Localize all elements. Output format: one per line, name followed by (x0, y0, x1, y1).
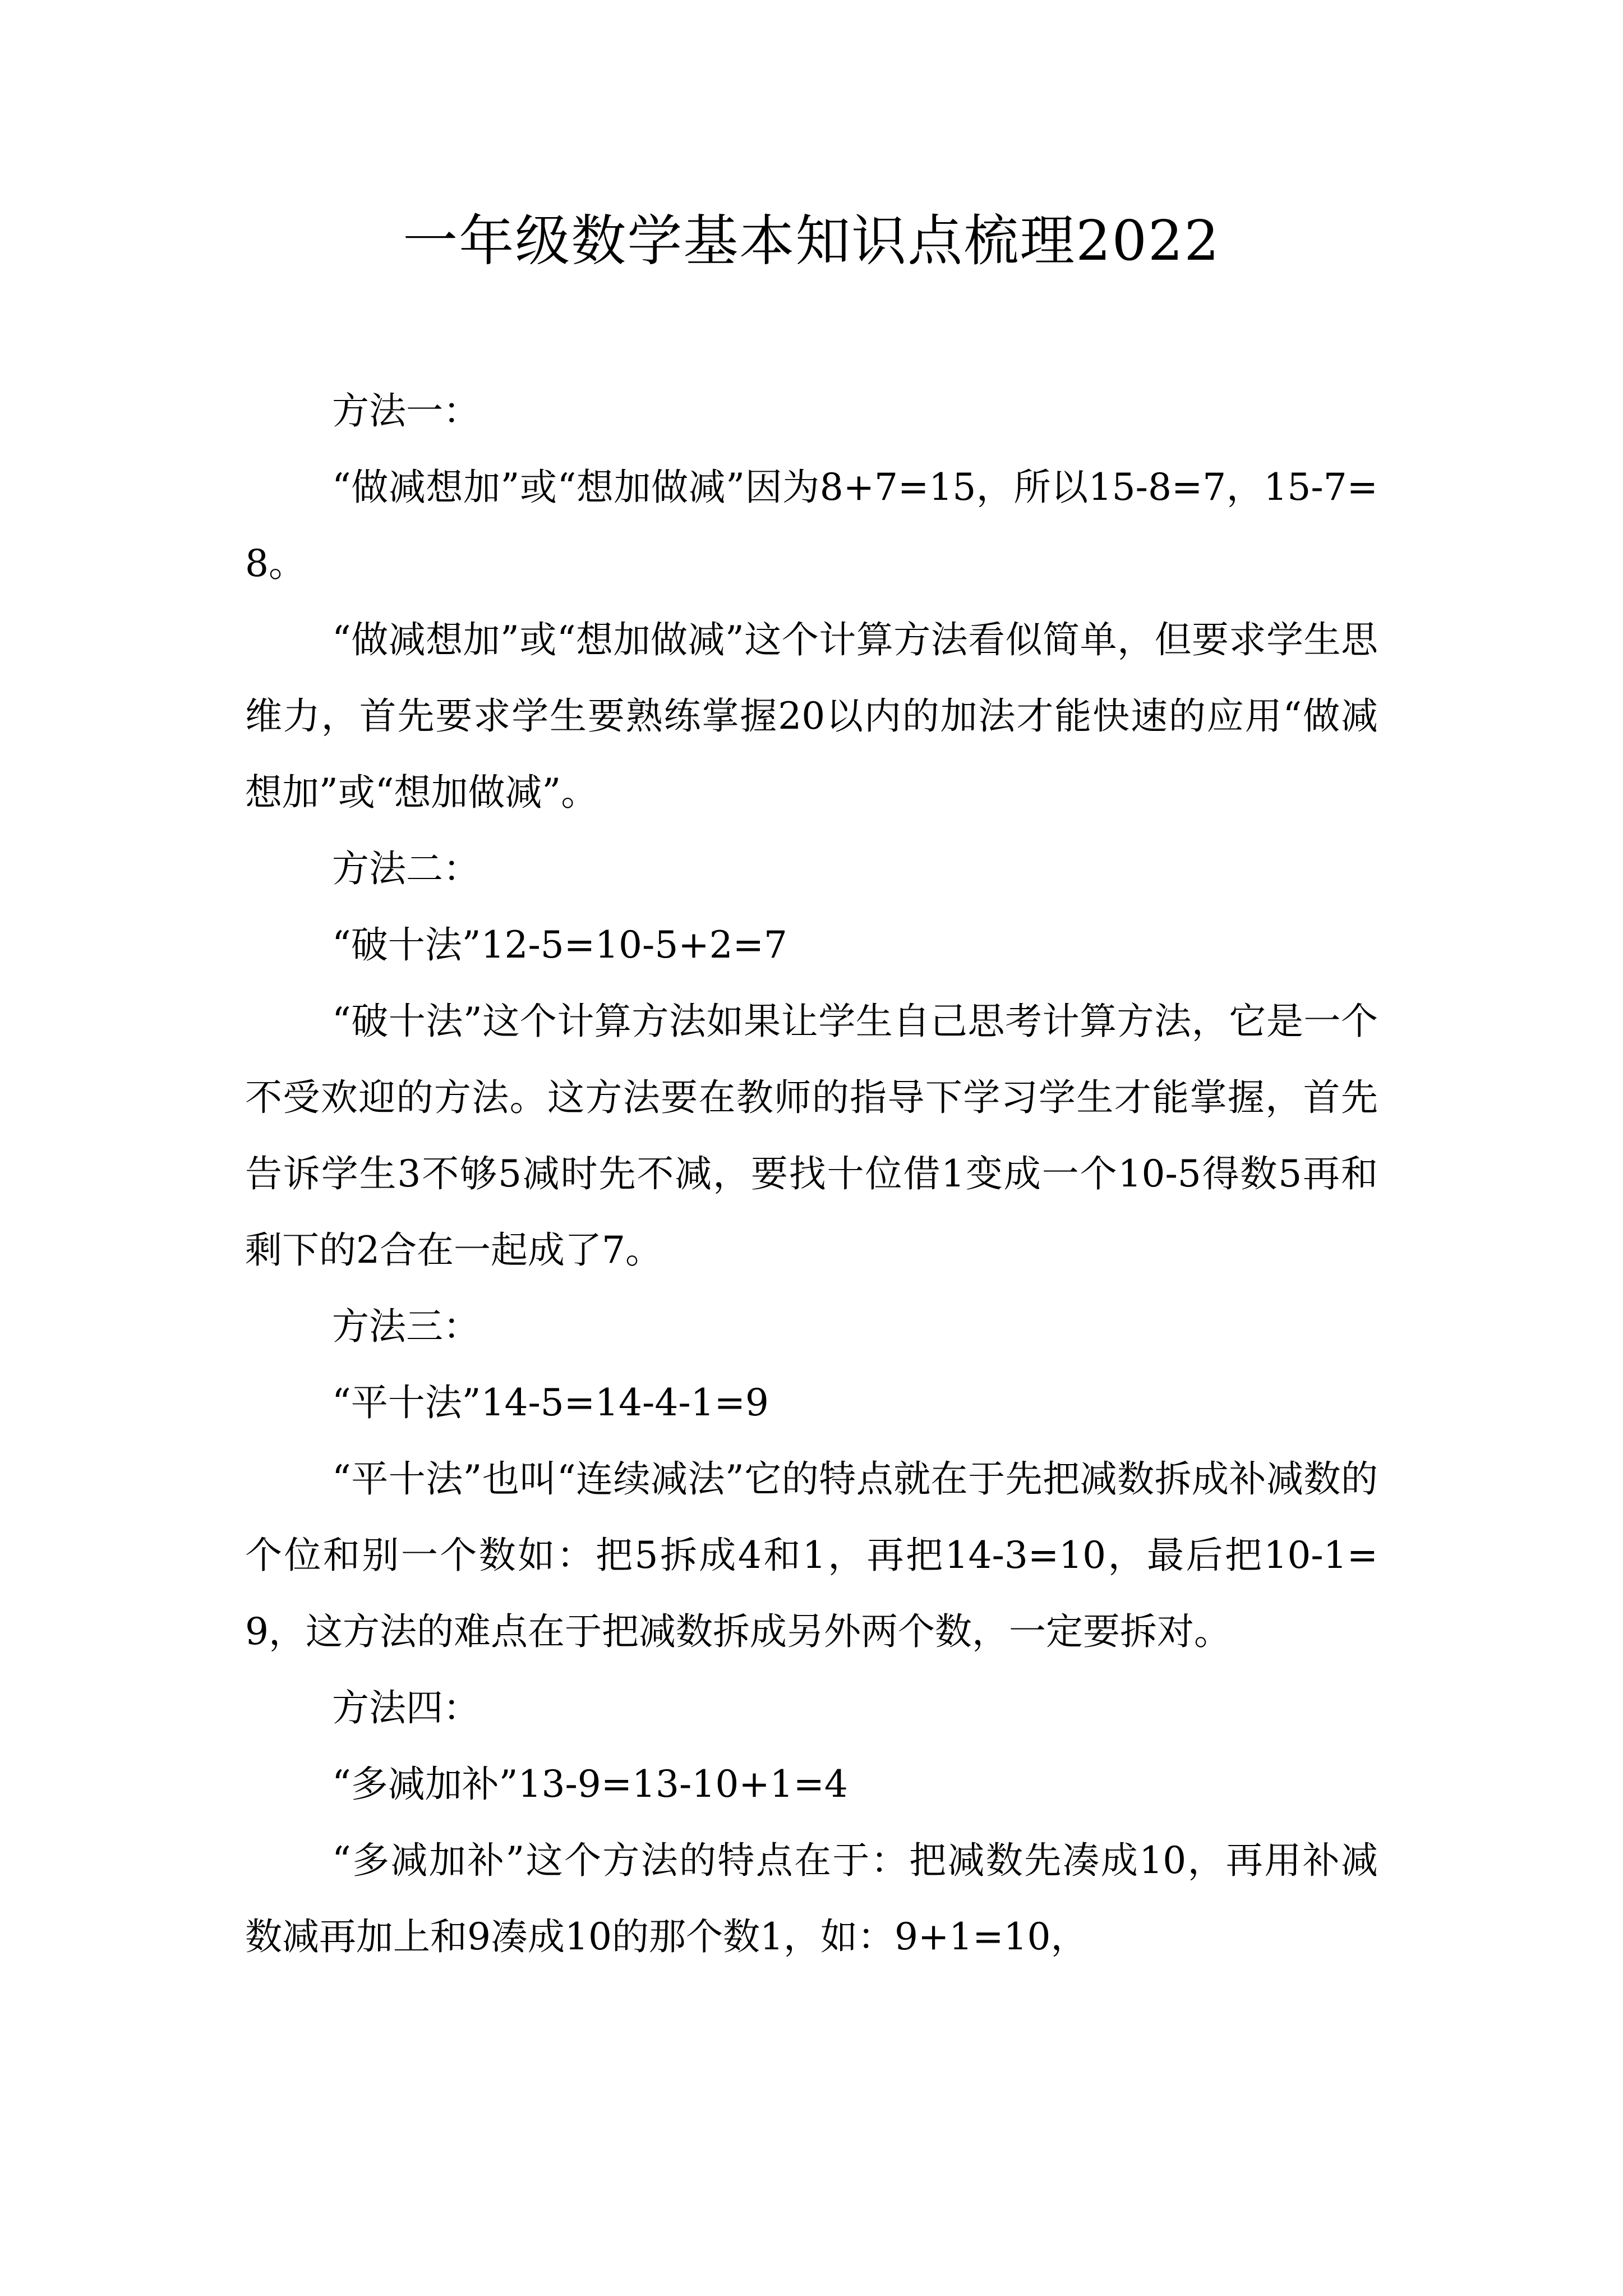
section-heading-method-2: 方法二： (332, 847, 480, 890)
formula-method-2: “破十法”12-5=10-5+2=7 (332, 923, 787, 967)
paragraph-method-2-explanation: “破十法”这个计算方法如果让学生自己思考计算方法，它是一个不受欢迎的方法。这方法要在教师的指导下学习学生才能掌握，首先告诉学生3不够5减时先不减，要找十位借1变成一个10-5得数5再和剩下的2合在一起成了7。 (245, 1000, 1378, 1272)
paragraph-method-3-explanation: “平十法”也叫“连续减法”它的特点就在于先把减数拆成补减数的个位和别一个数如：把5拆成4和1，再把14-3=10，最后把10-1=9，这方法的难点在于把减数拆成另外两个数，一定要拆对。 (245, 1457, 1378, 1653)
section-heading-method-1: 方法一： (332, 389, 480, 432)
paragraph-method-1-example: “做减想加”或“想加做减”因为8+7=15，所以15-8=7，15-7=8。 (245, 466, 1378, 585)
formula-method-3: “平十法”14-5=14-4-1=9 (332, 1381, 769, 1424)
formula-method-4: “多减加补”13-9=13-10+1=4 (332, 1763, 848, 1806)
paragraph-method-4-explanation: “多减加补”这个方法的特点在于：把减数先凑成10，再用补减数减再加上和9凑成10的那个数1，如：9+1=10， (245, 1839, 1378, 1958)
paragraph-method-1-explanation: “做减想加”或“想加做减”这个计算方法看似简单，但要求学生思维力，首先要求学生要熟练掌握20以内的加法才能快速的应用“做减想加”或“想加做减”。 (245, 618, 1378, 814)
document-title: 一年级数学基本知识点梳理2022 (403, 209, 1220, 273)
section-heading-method-3: 方法三： (332, 1305, 480, 1348)
section-heading-method-4: 方法四： (332, 1686, 480, 1729)
document-body (245, 373, 1378, 1975)
